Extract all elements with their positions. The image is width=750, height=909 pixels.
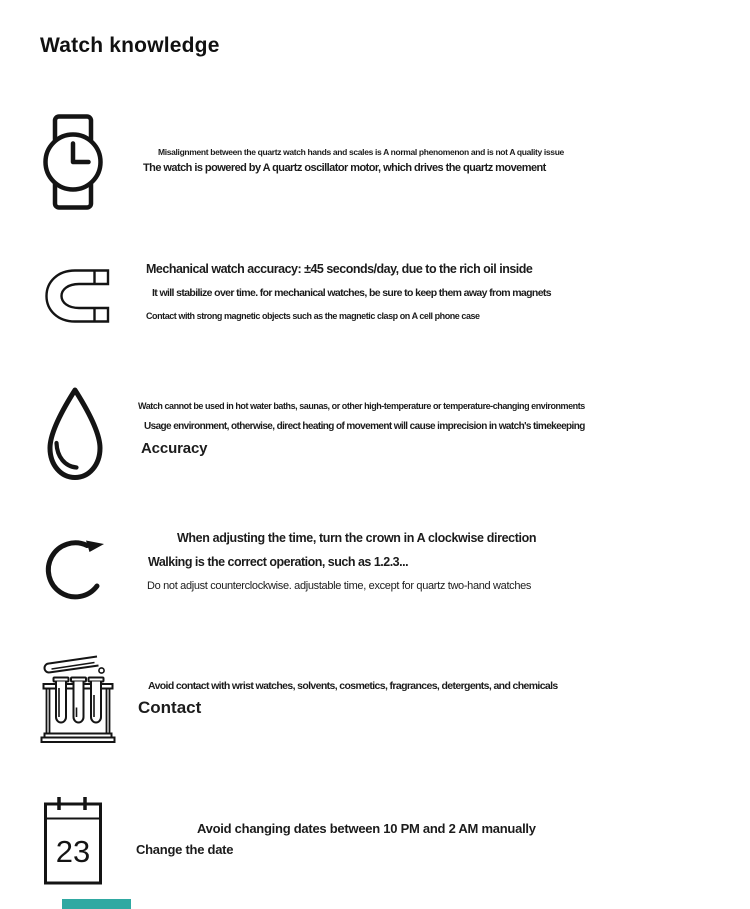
temperature-subnote: Usage environment, otherwise, direct heating of movement will cause imprecision in watch's timekeeping [144,421,585,432]
temperature-note: Watch cannot be used in hot water baths, saunas, or other high-temperature or temperature-changing environments [138,401,585,411]
wristwatch-icon [40,114,106,210]
magnet-heading: Mechanical watch accuracy: ±45 seconds/day, due to the rich oil inside [146,262,533,276]
magnet-note: Contact with strong magnetic objects such as the magnetic clasp on A cell phone case [146,311,480,321]
clockwise-arrow-icon [42,525,112,607]
quartz-heading: The watch is powered by A quartz oscillator motor, which drives the quartz movement [143,162,546,174]
test-tubes-icon [40,648,116,744]
magnet-subnote: It will stabilize over time. for mechanical watches, be sure to keep them away from magnets [152,287,551,299]
quartz-note: Misalignment between the quartz watch hands and scales is A normal phenomenon and is not A quality issue [158,147,564,157]
calendar-day-number: 23 [55,834,91,869]
crown-heading: When adjusting the time, turn the crown in A clockwise direction [177,531,537,545]
water-drop-icon [42,385,108,483]
date-subheading: Change the date [136,842,234,857]
calendar-icon [42,795,104,887]
chemical-note: Avoid contact with wrist watches, solvents, cosmetics, fragrances, detergents, and chemicals [148,680,558,692]
crown-note: Do not adjust counterclockwise. adjustable time, except for quartz two-hand watches [147,580,532,592]
accent-bar [62,899,131,909]
date-heading: Avoid changing dates between 10 PM and 2 AM manually [197,821,536,836]
accuracy-heading: Accuracy [141,440,208,457]
contact-heading: Contact [138,698,202,717]
crown-subheading: Walking is the correct operation, such as 1.2.3... [148,555,409,569]
page-title: Watch knowledge [40,34,220,57]
magnet-icon [42,265,110,327]
